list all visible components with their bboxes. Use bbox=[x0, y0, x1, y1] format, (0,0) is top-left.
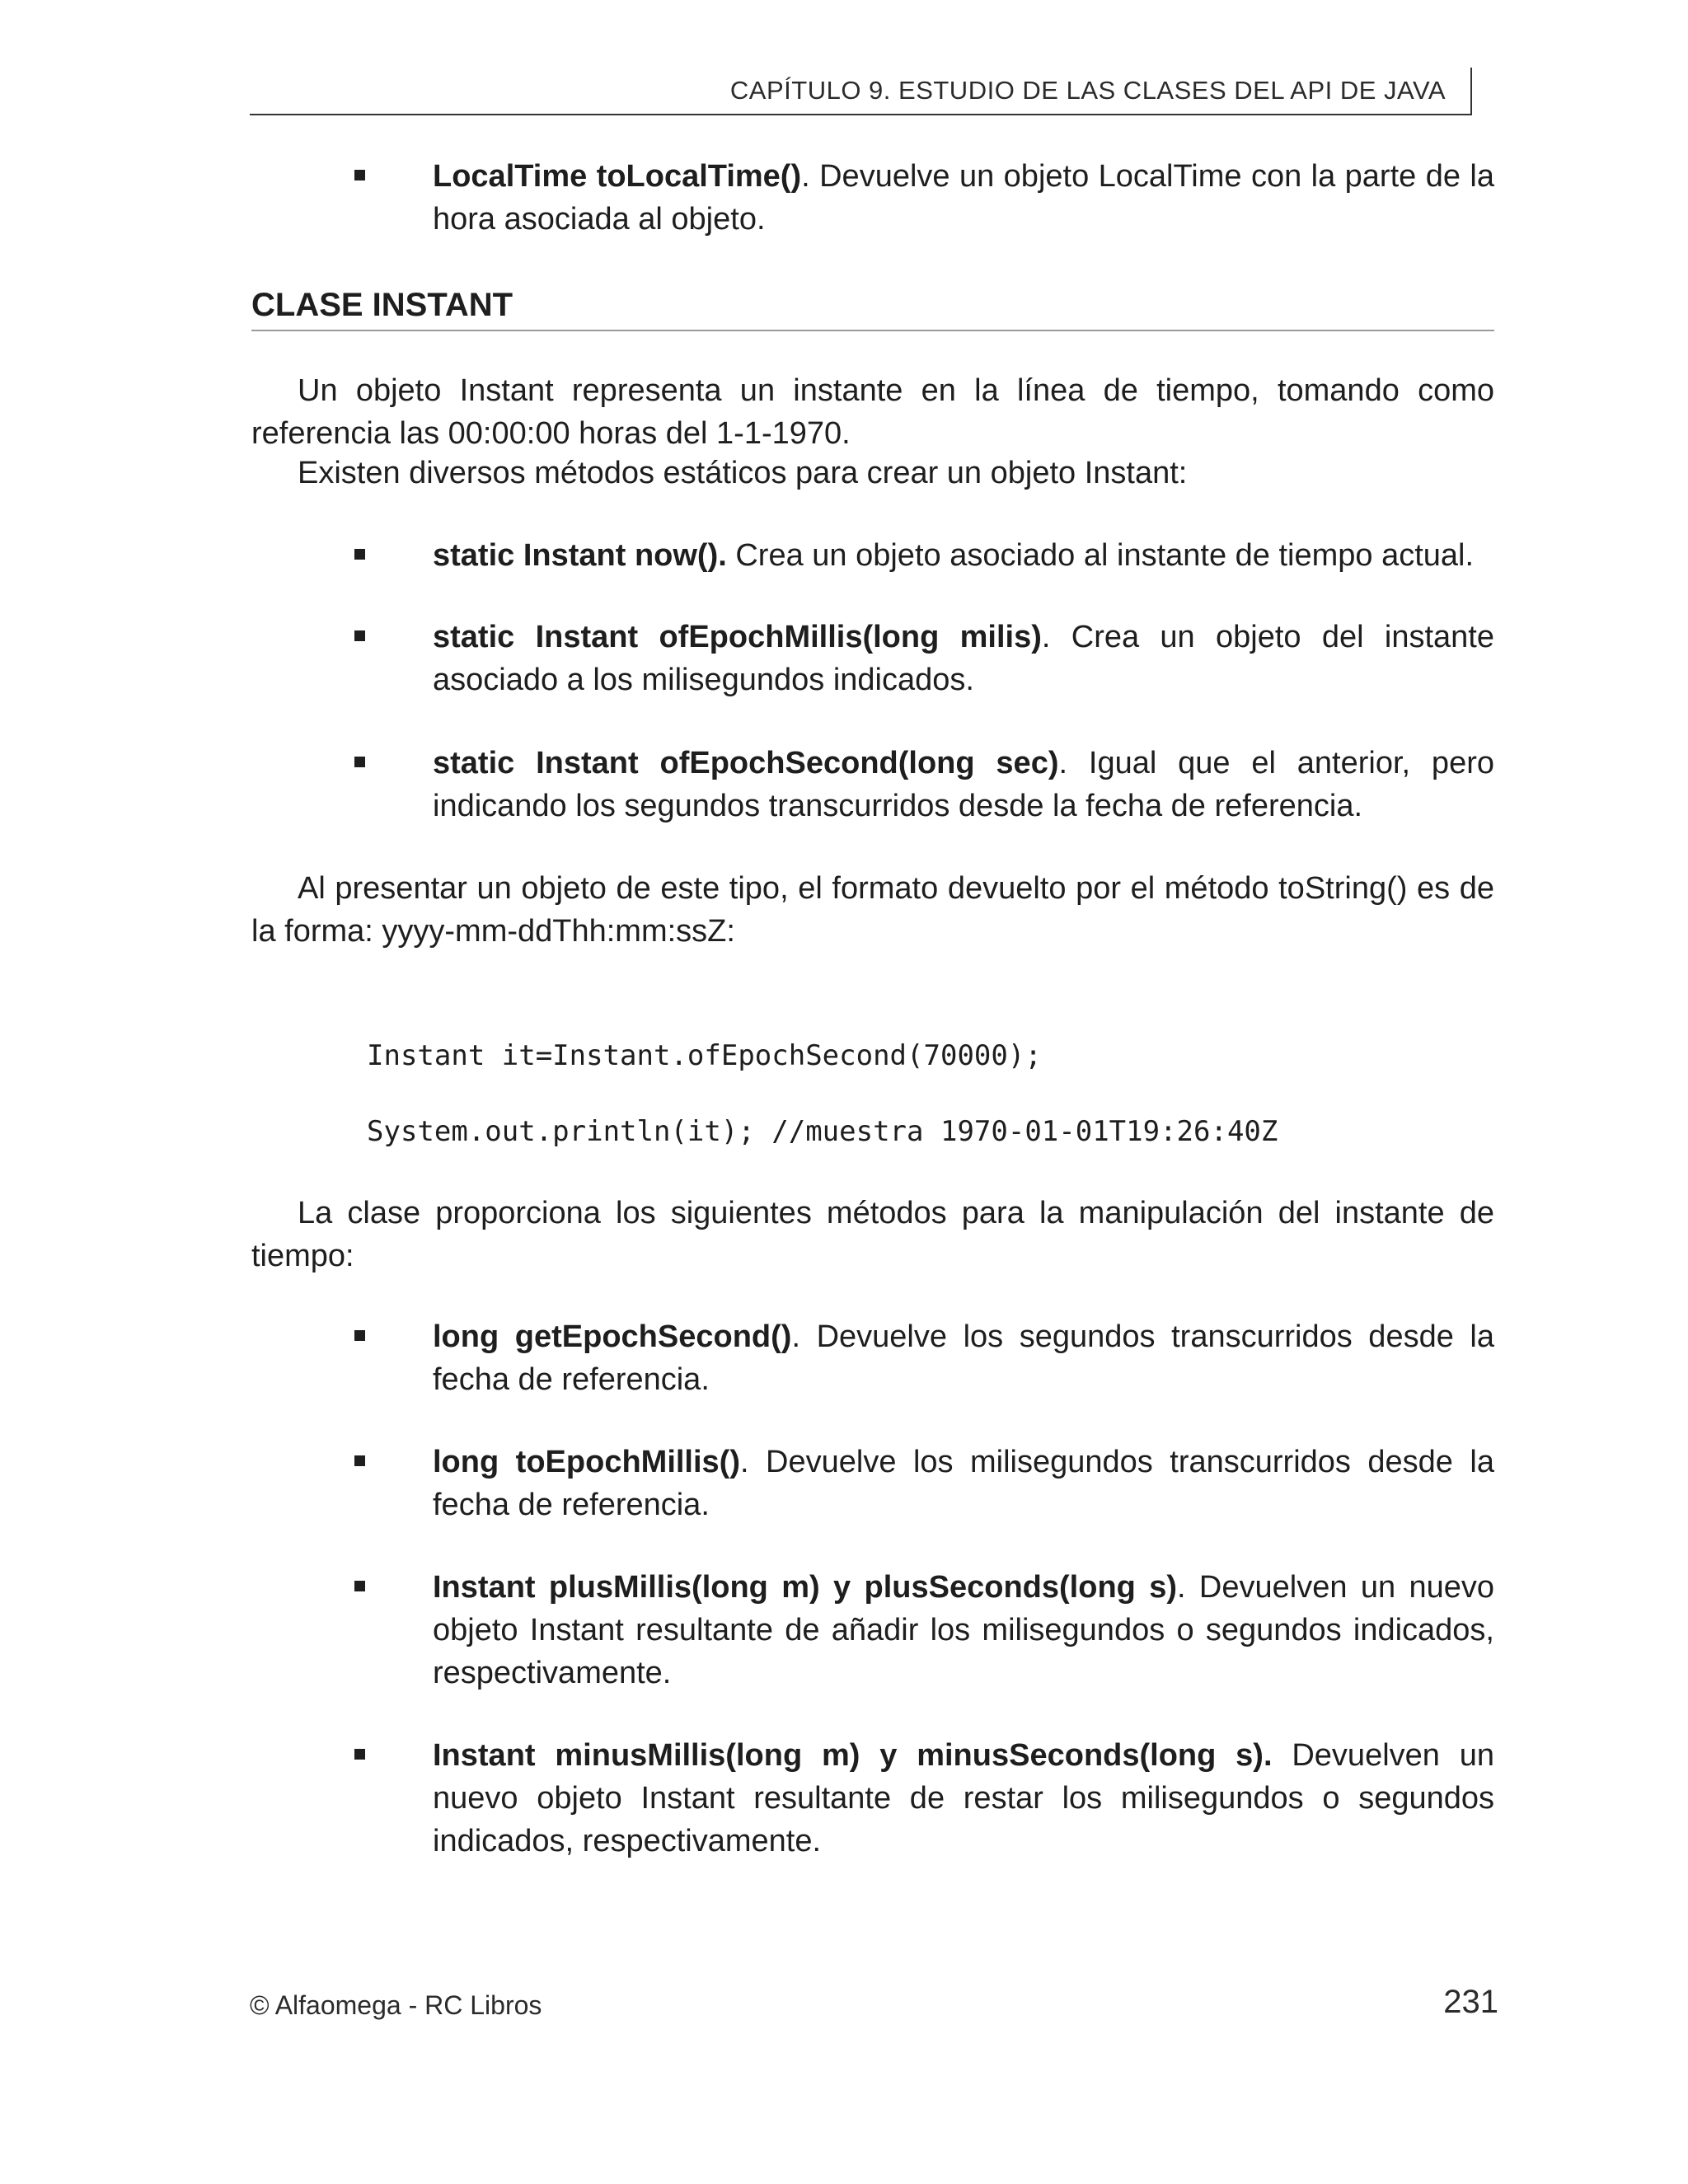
bullet-item-localtime bbox=[354, 155, 1494, 246]
method-description: . Devuelven un nuevo objeto Instant resultante de añadir los milisegundos o segundos indicados, respectivamente. bbox=[433, 1570, 1494, 1690]
bullet-item-plus-methods bbox=[354, 1566, 1494, 1698]
bullet-text bbox=[433, 1566, 1494, 1694]
method-description: Devuelven un nuevo objeto Instant resultante de restar los milisegundos o segundos indicados, respectivamente. bbox=[433, 1738, 1495, 1858]
bullet-item-now bbox=[354, 534, 1494, 580]
bullet-text bbox=[433, 155, 1494, 241]
method-signature: long getEpochSecond() bbox=[433, 1319, 792, 1354]
bullet-marker bbox=[354, 757, 365, 767]
bullet-marker bbox=[354, 549, 365, 560]
publisher-credit: © Alfaomega - RC Libros bbox=[250, 1990, 542, 2020]
bullet-text bbox=[433, 616, 1494, 701]
method-signature: static Instant now(). bbox=[433, 538, 727, 573]
method-description: Crea un objeto asociado al instante de tiempo actual. bbox=[726, 538, 1475, 573]
bullet-item-getepochsecond bbox=[354, 1315, 1494, 1406]
bullet-text bbox=[433, 1315, 1494, 1401]
bullet-item-toepochmillis bbox=[354, 1441, 1494, 1531]
paragraph-manipulation-intro: La clase proporciona los siguientes métodos para la manipulación del instante de tiempo: bbox=[251, 1196, 1494, 1273]
method-description: . Devuelve los milisegundos transcurridos desde la fecha de referencia. bbox=[433, 1445, 1494, 1522]
bullet-text bbox=[433, 1441, 1494, 1526]
paragraph-definition: Un objeto Instant representa un instante en la línea de tiempo, tomando como referencia las 00:00:00 horas del 1-1-1970. bbox=[251, 373, 1494, 451]
method-signature: Instant plusMillis(long m) y plusSeconds(long s) bbox=[433, 1570, 1178, 1605]
code-line-1: Instant it=Instant.ofEpochSecond(70000); bbox=[367, 1039, 1042, 1072]
running-title: CAPÍTULO 9. ESTUDIO DE LAS CLASES DEL API DE JAVA bbox=[729, 76, 1446, 105]
method-signature: LocalTime toLocalTime() bbox=[433, 159, 802, 194]
method-description: . Igual que el anterior, pero indicando los segundos transcurridos desde la fecha de referencia. bbox=[433, 746, 1494, 823]
header-rule-tick bbox=[1470, 68, 1472, 114]
running-header bbox=[250, 71, 1472, 115]
bullet-marker bbox=[354, 1455, 365, 1466]
method-signature: static Instant ofEpochSecond(long sec) bbox=[433, 746, 1059, 780]
bullet-marker bbox=[354, 1749, 365, 1760]
method-signature: Instant minusMillis(long m) y minusSeconds(long s). bbox=[433, 1738, 1273, 1773]
bullet-item-ofepochsecond bbox=[354, 742, 1494, 832]
paragraph-static-methods-intro: Existen diversos métodos estáticos para crear un objeto Instant: bbox=[298, 456, 1188, 490]
method-signature: long toEpochMillis() bbox=[433, 1445, 740, 1479]
bullet-marker bbox=[354, 1581, 365, 1591]
page-number: 231 bbox=[1443, 1984, 1498, 2020]
bullet-marker bbox=[354, 170, 365, 180]
paragraph-tostring-format: Al presentar un objeto de este tipo, el formato devuelto por el método toString() es de la forma: yyyy-mm-ddThh:mm:ssZ: bbox=[251, 871, 1494, 949]
method-description: . Devuelve un objeto LocalTime con la parte de la hora asociada al objeto. bbox=[433, 159, 1494, 237]
method-description: . Crea un objeto del instante asociado a los milisegundos indicados. bbox=[433, 620, 1494, 697]
bullet-item-minus-methods bbox=[354, 1734, 1494, 1866]
bullet-text bbox=[433, 534, 1494, 577]
method-signature: static Instant ofEpochMillis(long milis) bbox=[433, 620, 1042, 654]
code-line-2: System.out.println(it); //muestra 1970-01-01T19:26:40Z bbox=[367, 1115, 1278, 1148]
bullet-marker bbox=[354, 630, 365, 641]
method-description: . Devuelve los segundos transcurridos desde la fecha de referencia. bbox=[433, 1319, 1494, 1397]
bullet-text bbox=[433, 1734, 1494, 1863]
section-title: CLASE INSTANT bbox=[251, 284, 1494, 331]
bullet-text bbox=[433, 742, 1494, 827]
bullet-item-ofepochmillis bbox=[354, 616, 1494, 706]
bullet-marker bbox=[354, 1330, 365, 1341]
